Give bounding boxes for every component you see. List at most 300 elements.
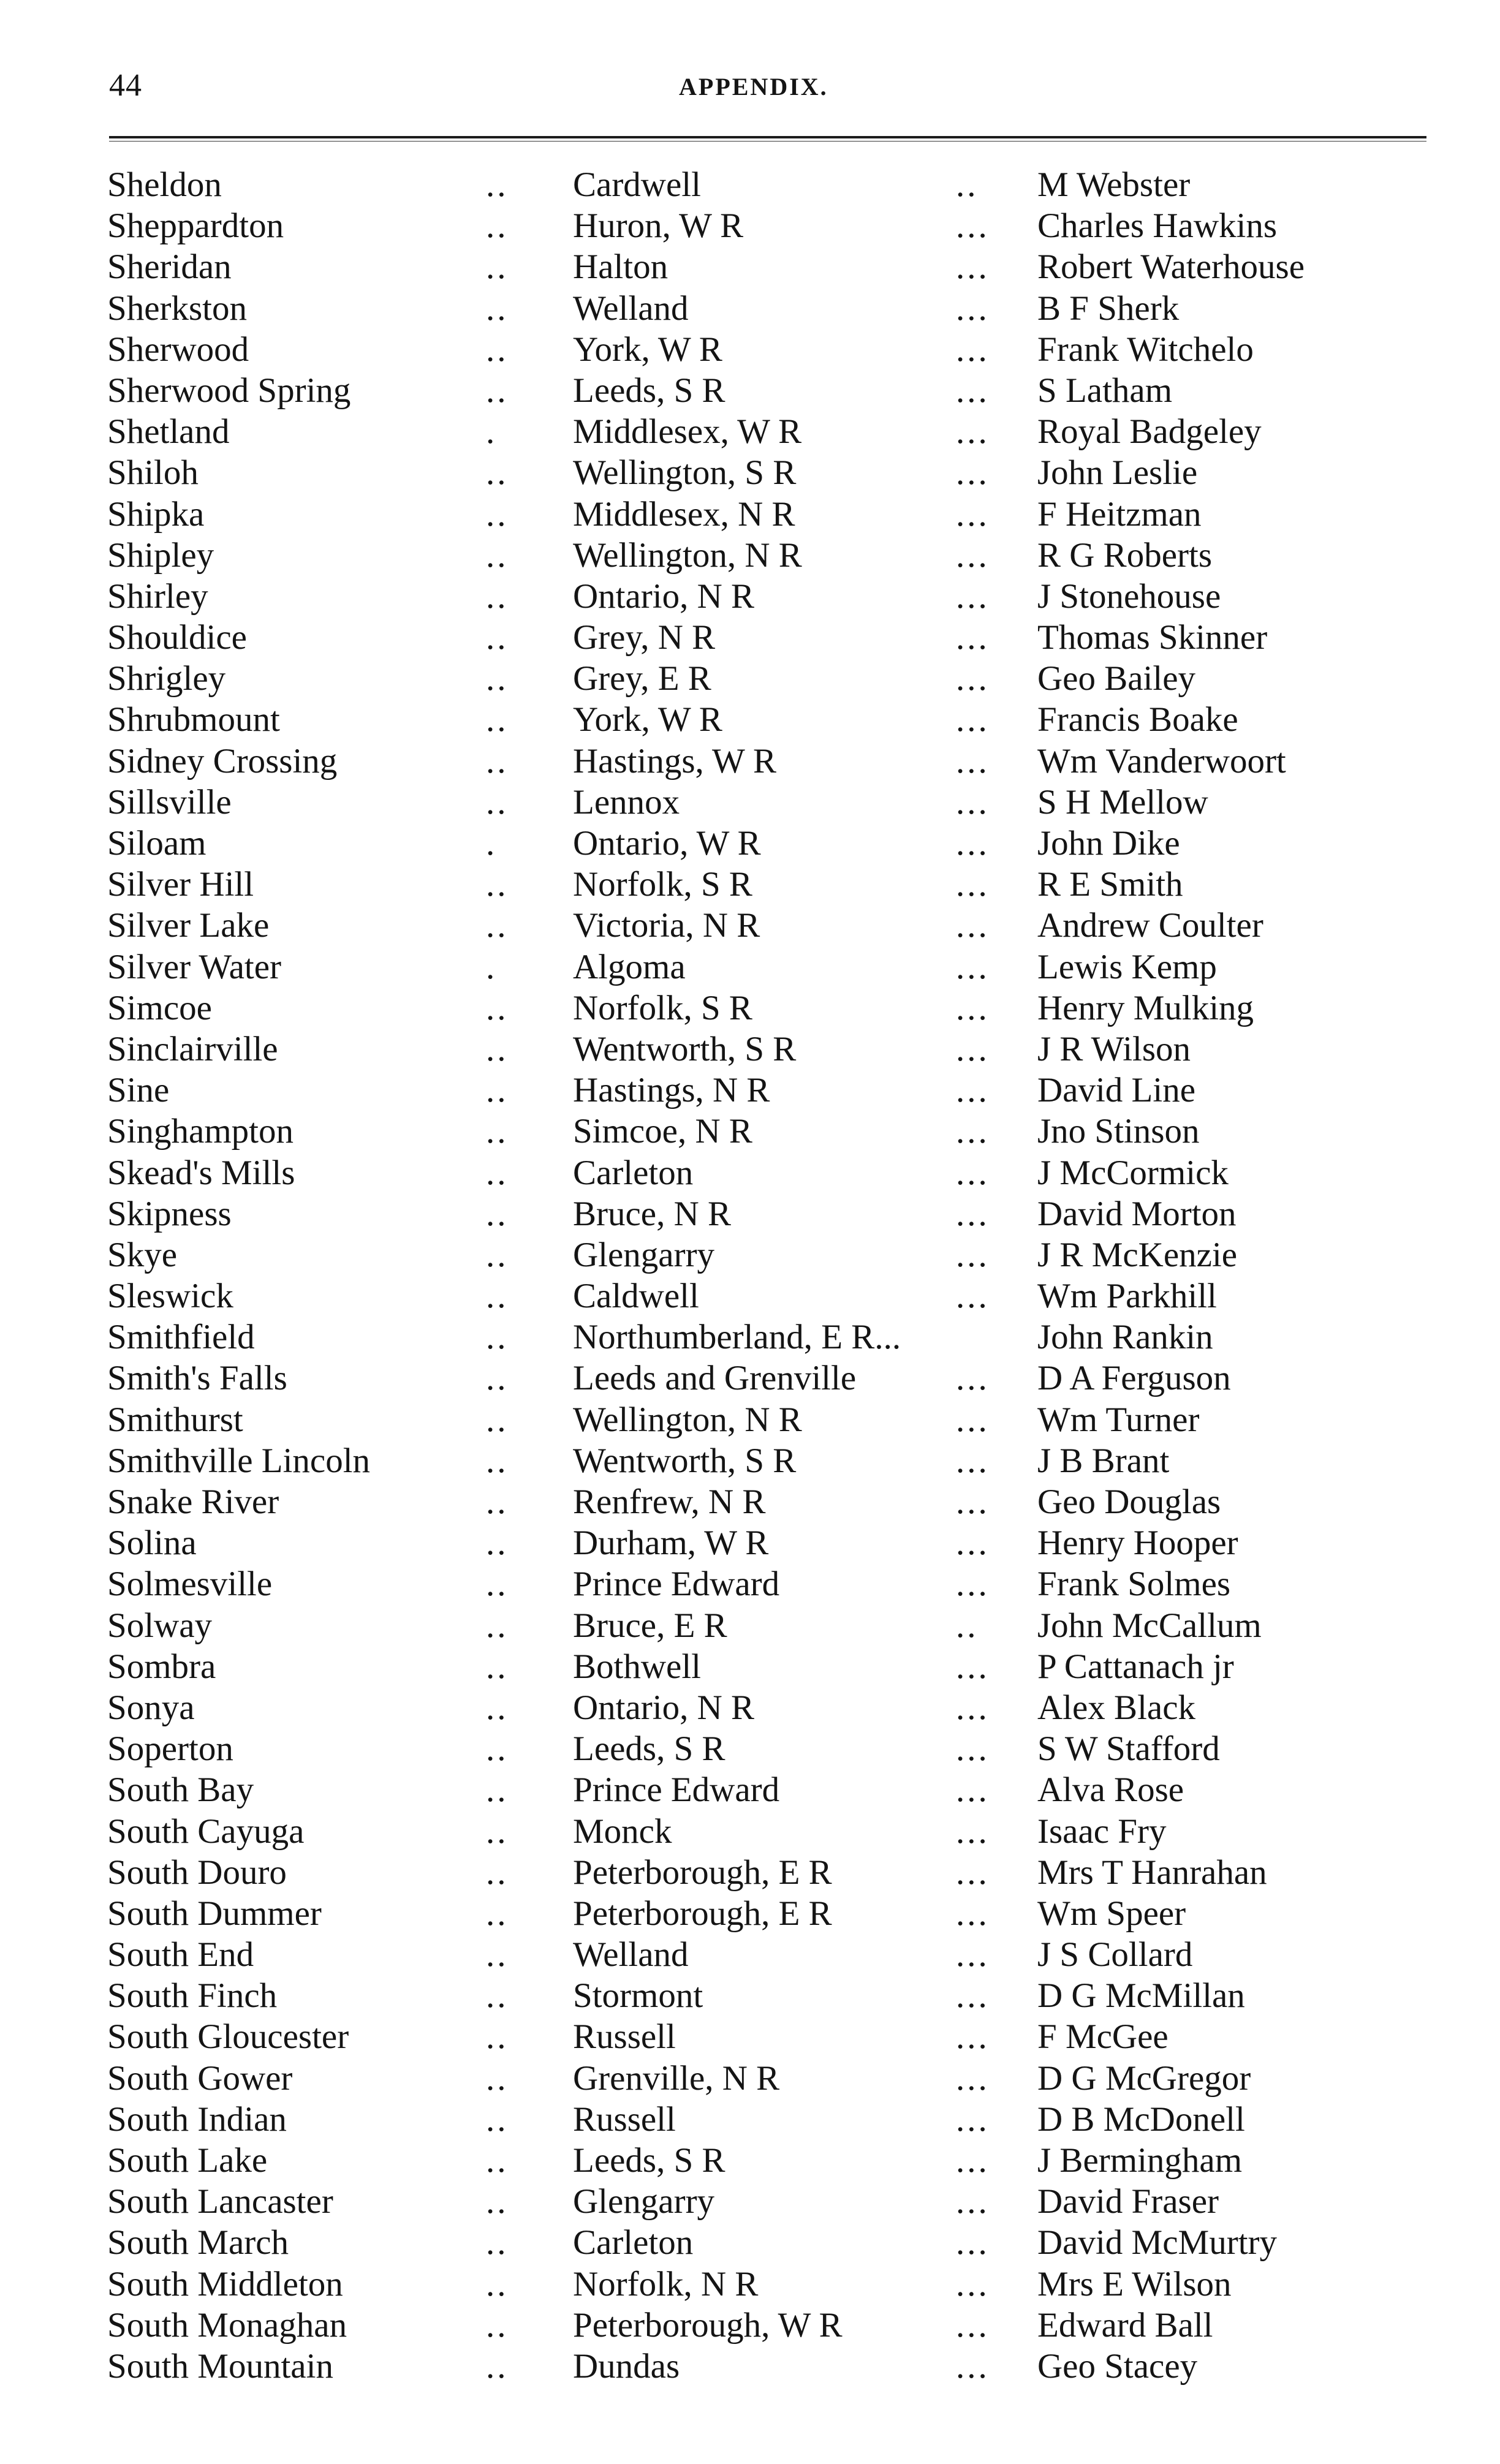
postmaster-name: Royal Badgeley	[1037, 412, 1262, 452]
postmaster-name: D G McGregor	[1037, 2058, 1251, 2098]
postmaster-name: F McGee	[1037, 2017, 1169, 2057]
county-riding: Wellington, S R	[573, 453, 797, 493]
postmaster-name: R E Smith	[1037, 865, 1183, 904]
leader-dots: ...	[956, 1359, 990, 1398]
county-riding: Grey, N R	[573, 618, 716, 657]
leader-dots: ...	[956, 2305, 990, 2345]
leader-dots: ...	[956, 1976, 990, 2016]
leader-dots: ..	[486, 1894, 509, 1933]
table-row	[107, 1769, 1443, 1810]
post-office-name: Sonya	[107, 1688, 195, 1727]
postmaster-name: Isaac Fry	[1037, 1812, 1167, 1851]
leader-dots: ..	[486, 1441, 509, 1480]
table-row	[107, 1358, 1443, 1399]
county-riding: Algoma	[573, 947, 686, 986]
leader-dots: ..	[486, 2305, 509, 2345]
table-row	[107, 2140, 1443, 2181]
table-row	[107, 1193, 1443, 1234]
post-office-name: South Gower	[107, 2058, 293, 2098]
county-riding: Victoria, N R	[573, 906, 760, 945]
table-row	[107, 1811, 1443, 1852]
table-row	[107, 246, 1443, 287]
post-office-name: Simcoe	[107, 988, 212, 1027]
county-riding: Peterborough, E R	[573, 1894, 832, 1933]
post-office-name: South Gloucester	[107, 2017, 349, 2057]
leader-dots: ..	[486, 2346, 509, 2386]
leader-dots: ...	[956, 330, 990, 369]
leader-dots: ..	[486, 535, 509, 575]
leader-dots: ..	[486, 248, 509, 287]
post-office-name: Sleswick	[107, 1277, 233, 1316]
table-row	[107, 2264, 1443, 2305]
leader-dots: ..	[486, 1935, 509, 1975]
county-riding: Welland	[573, 1935, 689, 1975]
postmaster-name: Frank Solmes	[1037, 1565, 1231, 1604]
postmaster-name: F Heitzman	[1037, 494, 1202, 534]
leader-dots: ...	[956, 494, 990, 534]
county-riding: Prince Edward	[573, 1771, 780, 1810]
page-title: APPENDIX.	[679, 73, 828, 100]
post-office-name: Sherwood	[107, 330, 249, 369]
leader-dots: ...	[956, 1565, 990, 1604]
leader-dots: ...	[956, 947, 990, 986]
leader-dots: ..	[486, 576, 509, 616]
postmaster-name: P Cattanach jr	[1037, 1647, 1234, 1686]
county-riding: Leeds, S R	[573, 1729, 725, 1769]
post-office-name: South Mountain	[107, 2346, 333, 2386]
table-row	[107, 864, 1443, 905]
post-office-name: South Lake	[107, 2141, 268, 2180]
leader-dots: ...	[956, 1524, 990, 1563]
postmaster-name: John McCallum	[1037, 1606, 1262, 1645]
leader-dots: ..	[486, 2017, 509, 2057]
leader-dots: ..	[486, 453, 509, 493]
leader-dots: ...	[956, 1935, 990, 1975]
county-riding: Hastings, W R	[573, 741, 777, 780]
leader-dots: ..	[486, 906, 509, 945]
county-riding: Peterborough, E R	[573, 1853, 832, 1892]
post-office-name: South March	[107, 2223, 289, 2262]
postmaster-name: Mrs E Wilson	[1037, 2264, 1232, 2303]
leader-dots: ...	[956, 1894, 990, 1933]
county-riding: Norfolk, S R	[573, 865, 752, 904]
county-riding: Northumberland, E R...	[573, 1318, 901, 1357]
leader-dots: ...	[956, 1400, 990, 1439]
leader-dots: ..	[486, 1729, 509, 1769]
leader-dots: ...	[956, 741, 990, 780]
post-office-name: Shetland	[107, 412, 230, 452]
table-row	[107, 823, 1443, 864]
post-office-name: South Monaghan	[107, 2305, 347, 2345]
leader-dots: ..	[956, 1606, 979, 1645]
table-row	[107, 617, 1443, 658]
leader-dots: ...	[956, 535, 990, 575]
table-row	[107, 658, 1443, 699]
table-row	[107, 452, 1443, 493]
table-row	[107, 2222, 1443, 2263]
county-riding: Dundas	[573, 2346, 680, 2386]
leader-dots: ...	[956, 1112, 990, 1151]
table-row	[107, 988, 1443, 1029]
county-riding: Grey, E R	[573, 659, 711, 698]
table-row	[107, 1893, 1443, 1934]
table-row	[107, 1687, 1443, 1728]
leader-dots: ..	[486, 1771, 509, 1810]
county-riding: Ontario, W R	[573, 824, 761, 863]
table-row	[107, 1975, 1443, 2016]
county-riding: Wellington, N R	[573, 1400, 802, 1439]
leader-dots: ..	[486, 330, 509, 369]
postmaster-name: Edward Ball	[1037, 2305, 1213, 2345]
post-office-name: Shirley	[107, 576, 208, 616]
post-office-name: South End	[107, 1935, 254, 1975]
post-office-table	[107, 164, 1443, 2387]
post-office-name: Skead's Mills	[107, 1153, 295, 1192]
leader-dots: ..	[486, 1277, 509, 1316]
leader-dots: ..	[486, 659, 509, 698]
leader-dots: ...	[956, 412, 990, 452]
leader-dots: ...	[956, 906, 990, 945]
leader-dots: ...	[956, 700, 990, 739]
county-riding: Bothwell	[573, 1647, 701, 1686]
leader-dots: ...	[956, 2223, 990, 2262]
postmaster-name: J Bermingham	[1037, 2141, 1243, 2180]
post-office-name: Siloam	[107, 824, 206, 863]
county-riding: Caldwell	[573, 1277, 699, 1316]
leader-dots: ..	[486, 2264, 509, 2303]
postmaster-name: David Morton	[1037, 1194, 1237, 1233]
leader-dots: ..	[486, 1318, 509, 1357]
county-riding: Halton	[573, 248, 669, 287]
postmaster-name: Francis Boake	[1037, 700, 1238, 739]
postmaster-name: Wm Parkhill	[1037, 1277, 1217, 1316]
leader-dots: ...	[956, 371, 990, 410]
leader-dots: ..	[486, 1194, 509, 1233]
postmaster-name: J R McKenzie	[1037, 1235, 1238, 1274]
leader-dots: ..	[486, 700, 509, 739]
post-office-name: South Middleton	[107, 2264, 343, 2303]
postmaster-name: Lewis Kemp	[1037, 947, 1217, 986]
leader-dots: ...	[956, 865, 990, 904]
postmaster-name: S H Mellow	[1037, 782, 1208, 822]
table-row	[107, 411, 1443, 452]
leader-dots: .	[486, 824, 498, 863]
post-office-name: Sheldon	[107, 165, 222, 204]
table-row	[107, 2346, 1443, 2387]
leader-dots: .	[486, 412, 498, 452]
post-office-name: Shrigley	[107, 659, 226, 698]
county-riding: Durham, W R	[573, 1524, 769, 1563]
post-office-name: Snake River	[107, 1483, 279, 1521]
leader-dots: ..	[486, 1483, 509, 1521]
post-office-name: Sheppardton	[107, 206, 284, 246]
table-row	[107, 782, 1443, 823]
post-office-name: Skipness	[107, 1194, 232, 1233]
table-row	[107, 1111, 1443, 1152]
postmaster-name: J Stonehouse	[1037, 576, 1221, 616]
table-row	[107, 535, 1443, 576]
leader-dots: ...	[956, 248, 990, 287]
leader-dots: ...	[956, 1441, 990, 1480]
postmaster-name: Alva Rose	[1037, 1771, 1184, 1810]
leader-dots: ...	[956, 2346, 990, 2386]
post-office-name: Sombra	[107, 1647, 216, 1686]
table-row	[107, 2099, 1443, 2140]
post-office-name: South Douro	[107, 1853, 287, 1892]
leader-dots: ...	[956, 1688, 990, 1727]
leader-dots: ...	[956, 1277, 990, 1316]
post-office-name: Smithurst	[107, 1400, 243, 1439]
table-row	[107, 741, 1443, 782]
postmaster-name: S W Stafford	[1037, 1729, 1220, 1769]
table-row	[107, 1152, 1443, 1193]
county-riding: Glengarry	[573, 1235, 715, 1274]
postmaster-name: Wm Vanderwoort	[1037, 741, 1286, 780]
leader-dots: ...	[956, 2017, 990, 2057]
header-rule	[109, 136, 1426, 138]
county-riding: Simcoe, N R	[573, 1112, 752, 1151]
leader-dots: ..	[486, 371, 509, 410]
leader-dots: ...	[956, 1812, 990, 1851]
table-row	[107, 1934, 1443, 1975]
post-office-name: South Finch	[107, 1976, 278, 2016]
table-row	[107, 2305, 1443, 2346]
leader-dots: ..	[486, 1153, 509, 1192]
leader-dots: ...	[956, 1729, 990, 1769]
post-office-name: Silver Hill	[107, 865, 254, 904]
table-row	[107, 1563, 1443, 1604]
county-riding: Wellington, N R	[573, 535, 802, 575]
page-header	[109, 67, 1426, 116]
county-riding: Peterborough, W R	[573, 2305, 843, 2345]
leader-dots: ...	[956, 1194, 990, 1233]
leader-dots: ...	[956, 1235, 990, 1274]
table-row	[107, 329, 1443, 370]
county-riding: Renfrew, N R	[573, 1483, 766, 1521]
county-riding: Welland	[573, 289, 689, 328]
postmaster-name: M Webster	[1037, 165, 1191, 204]
leader-dots: ...	[956, 206, 990, 246]
postmaster-name: Geo Stacey	[1037, 2346, 1198, 2386]
leader-dots: ...	[956, 824, 990, 863]
leader-dots: ..	[486, 2058, 509, 2098]
leader-dots: ...	[956, 2141, 990, 2180]
county-riding: Carleton	[573, 1153, 694, 1192]
postmaster-name: Thomas Skinner	[1037, 618, 1268, 657]
post-office-name: Solway	[107, 1606, 212, 1645]
table-row	[107, 905, 1443, 946]
county-riding: Bruce, N R	[573, 1194, 732, 1233]
leader-dots: ..	[956, 165, 979, 204]
postmaster-name: Geo Bailey	[1037, 659, 1196, 698]
post-office-name: South Dummer	[107, 1894, 322, 1933]
post-office-name: Shrubmount	[107, 700, 280, 739]
leader-dots: ..	[486, 206, 509, 246]
county-riding: Leeds, S R	[573, 2141, 725, 2180]
table-row	[107, 1605, 1443, 1646]
postmaster-name: D A Ferguson	[1037, 1359, 1231, 1398]
postmaster-name: J R Wilson	[1037, 1029, 1191, 1068]
leader-dots: ..	[486, 782, 509, 822]
postmaster-name: Wm Turner	[1037, 1400, 1200, 1439]
county-riding: Hastings, N R	[573, 1071, 770, 1110]
post-office-name: Sidney Crossing	[107, 741, 338, 780]
postmaster-name: J McCormick	[1037, 1153, 1229, 1192]
leader-dots: ..	[486, 1812, 509, 1851]
post-office-name: Shiloh	[107, 453, 199, 493]
leader-dots: ..	[486, 2182, 509, 2221]
postmaster-name: Andrew Coulter	[1037, 906, 1263, 945]
postmaster-name: John Leslie	[1037, 453, 1198, 493]
leader-dots: ...	[956, 659, 990, 698]
table-row	[107, 1070, 1443, 1111]
leader-dots: ..	[486, 494, 509, 534]
postmaster-name: J S Collard	[1037, 1935, 1193, 1975]
post-office-name: Sine	[107, 1071, 170, 1110]
postmaster-name: John Dike	[1037, 824, 1180, 863]
post-office-name: Sheridan	[107, 248, 232, 287]
leader-dots: ..	[486, 1976, 509, 2016]
post-office-name: Solina	[107, 1524, 197, 1563]
leader-dots: ...	[956, 289, 990, 328]
postmaster-name: Charles Hawkins	[1037, 206, 1278, 246]
table-row	[107, 699, 1443, 740]
leader-dots: ...	[956, 2058, 990, 2098]
table-row	[107, 947, 1443, 988]
leader-dots: ...	[956, 1029, 990, 1068]
county-riding: Russell	[573, 2017, 676, 2057]
leader-dots: ...	[956, 1853, 990, 1892]
leader-dots: ..	[486, 2141, 509, 2180]
postmaster-name: David Line	[1037, 1071, 1196, 1110]
county-riding: Norfolk, S R	[573, 988, 752, 1027]
leader-dots: .	[486, 947, 498, 986]
page-number: 44	[109, 68, 142, 103]
post-office-name: Solmesville	[107, 1565, 273, 1604]
table-row	[107, 370, 1443, 411]
leader-dots: ...	[956, 1153, 990, 1192]
postmaster-name: Wm Speer	[1037, 1894, 1186, 1933]
postmaster-name: Frank Witchelo	[1037, 330, 1254, 369]
post-office-name: Shipley	[107, 535, 214, 575]
county-riding: Prince Edward	[573, 1565, 780, 1604]
post-office-name: South Indian	[107, 2099, 287, 2139]
leader-dots: ..	[486, 1112, 509, 1151]
leader-dots: ..	[486, 865, 509, 904]
leader-dots: ...	[956, 1771, 990, 1810]
table-row	[107, 1481, 1443, 1522]
leader-dots: ..	[486, 2099, 509, 2139]
county-riding: Lennox	[573, 782, 680, 822]
leader-dots: ..	[486, 1853, 509, 1892]
leader-dots: ...	[956, 988, 990, 1027]
county-riding: Cardwell	[573, 165, 701, 204]
postmaster-name: J B Brant	[1037, 1441, 1170, 1480]
leader-dots: ..	[486, 165, 509, 204]
leader-dots: ...	[956, 1483, 990, 1521]
county-riding: Middlesex, W R	[573, 412, 802, 452]
leader-dots: ..	[486, 289, 509, 328]
table-row	[107, 2058, 1443, 2099]
leader-dots: ...	[956, 453, 990, 493]
leader-dots: ..	[486, 2223, 509, 2262]
county-riding: Grenville, N R	[573, 2058, 780, 2098]
post-office-name: South Cayuga	[107, 1812, 305, 1851]
postmaster-name: D G McMillan	[1037, 1976, 1245, 2016]
table-row	[107, 494, 1443, 535]
table-row	[107, 1522, 1443, 1563]
post-office-name: Soperton	[107, 1729, 233, 1769]
table-row	[107, 1646, 1443, 1687]
post-office-name: Shouldice	[107, 618, 247, 657]
county-riding: Carleton	[573, 2223, 694, 2262]
county-riding: Ontario, N R	[573, 576, 755, 616]
post-office-name: Smithville Lincoln	[107, 1441, 371, 1480]
leader-dots: ..	[486, 1688, 509, 1727]
leader-dots: ..	[486, 618, 509, 657]
county-riding: Leeds and Grenville	[573, 1359, 857, 1398]
postmaster-name: S Latham	[1037, 371, 1173, 410]
county-riding: Middlesex, N R	[573, 494, 795, 534]
leader-dots: ..	[486, 1400, 509, 1439]
postmaster-name: David Fraser	[1037, 2182, 1219, 2221]
leader-dots: ..	[486, 1606, 509, 1645]
leader-dots: ...	[956, 2264, 990, 2303]
table-row	[107, 2016, 1443, 2057]
table-row	[107, 1234, 1443, 1275]
leader-dots: ...	[956, 1071, 990, 1110]
postmaster-name: Mrs T Hanrahan	[1037, 1853, 1267, 1892]
leader-dots: ...	[956, 2182, 990, 2221]
post-office-name: Sherkston	[107, 289, 247, 328]
post-office-name: Sinclairville	[107, 1029, 278, 1068]
post-office-name: Sherwood Spring	[107, 371, 351, 410]
county-riding: Glengarry	[573, 2182, 715, 2221]
county-riding: Russell	[573, 2099, 676, 2139]
leader-dots: ..	[486, 741, 509, 780]
post-office-name: Silver Lake	[107, 906, 270, 945]
leader-dots: ..	[486, 1359, 509, 1398]
leader-dots: ..	[486, 1647, 509, 1686]
county-riding: Bruce, E R	[573, 1606, 727, 1645]
leader-dots: ..	[486, 1524, 509, 1563]
table-row	[107, 205, 1443, 246]
post-office-name: Smith's Falls	[107, 1359, 287, 1398]
table-row	[107, 1275, 1443, 1317]
county-riding: Ontario, N R	[573, 1688, 755, 1727]
county-riding: Wentworth, S R	[573, 1441, 797, 1480]
table-row	[107, 1728, 1443, 1769]
postmaster-name: Henry Mulking	[1037, 988, 1254, 1027]
postmaster-name: Alex Black	[1037, 1688, 1196, 1727]
postmaster-name: R G Roberts	[1037, 535, 1212, 575]
postmaster-name: D B McDonell	[1037, 2099, 1245, 2139]
postmaster-name: B F Sherk	[1037, 289, 1180, 328]
leader-dots: ..	[486, 1235, 509, 1274]
postmaster-name: Geo Douglas	[1037, 1483, 1221, 1521]
postmaster-name: Jno Stinson	[1037, 1112, 1200, 1151]
table-row	[107, 288, 1443, 329]
leader-dots: ...	[956, 1647, 990, 1686]
post-office-name: Shipka	[107, 494, 205, 534]
table-row	[107, 1440, 1443, 1481]
county-riding: Wentworth, S R	[573, 1029, 797, 1068]
leader-dots: ..	[486, 988, 509, 1027]
postmaster-name: David McMurtry	[1037, 2223, 1278, 2262]
post-office-name: South Lancaster	[107, 2182, 333, 2221]
leader-dots: ..	[486, 1029, 509, 1068]
county-riding: York, W R	[573, 700, 722, 739]
